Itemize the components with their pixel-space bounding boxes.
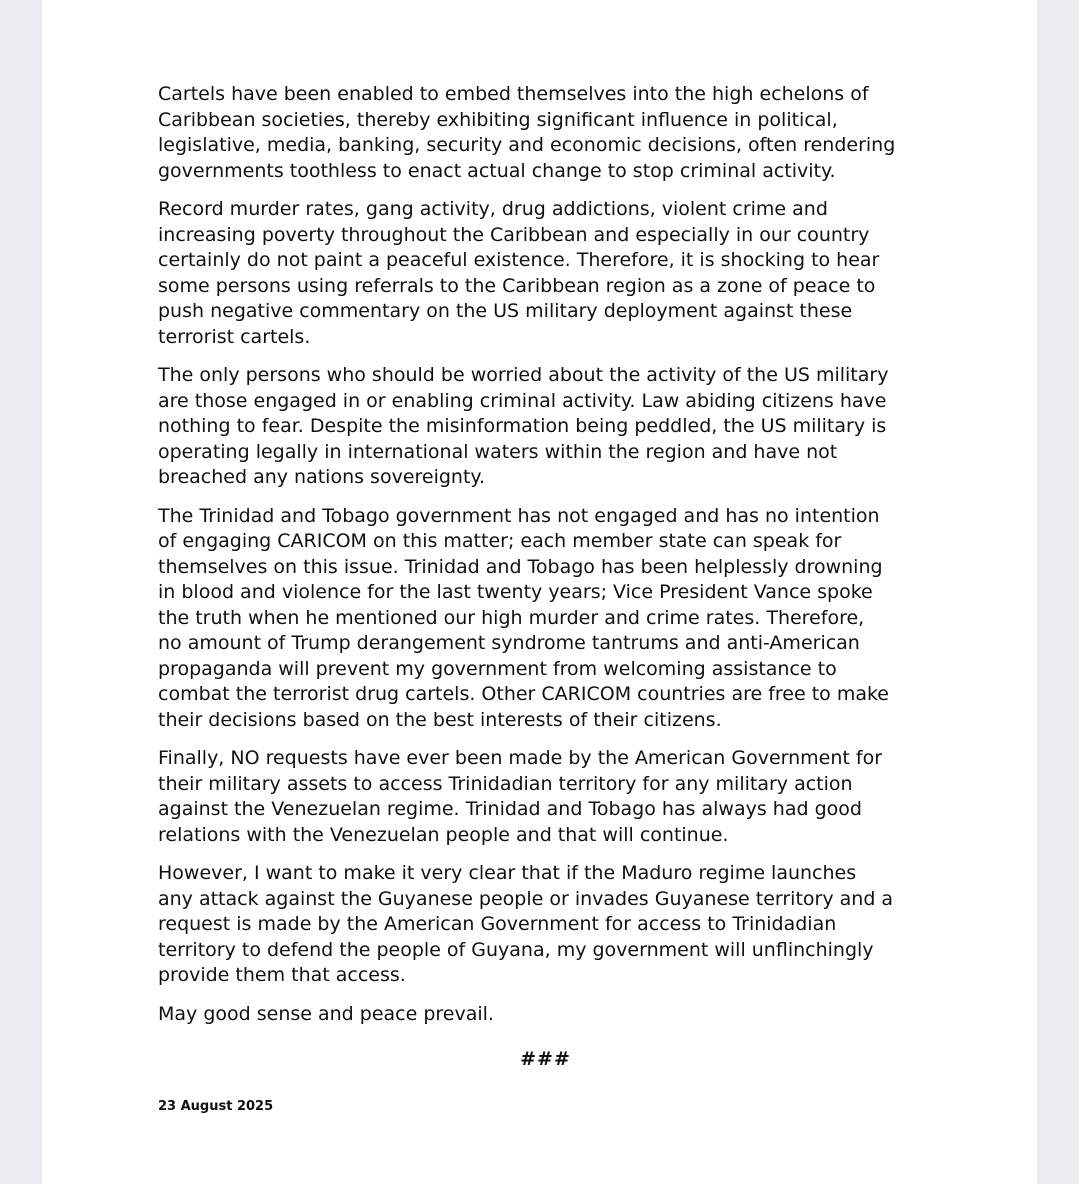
document-body [158,82,933,1073]
end-separator: ### [520,1048,571,1070]
paragraph-us-military: The only persons who should be worried about the activity of the US military are those engaged in or enabling criminal activity. Law abiding citizens have nothing to fear. Despite the misinformation being peddled, the US military is operating legally in international waters within the region and have not breached any nations sovereignty. [158,364,889,488]
paragraph-caricom: The Trinidad and Tobago government has not engaged and has no intention of engaging CARICOM on this matter; each member state can speak for themselves on this issue. Trinidad and Tobago has been helplessly drowning in blood and violence for the last twenty years; Vice President Vance spoke the truth when he mentioned our high murder and crime rates. Therefore, no amount of Trump derangement syndrome tantrums and anti-American propaganda will prevent my government from welcoming assistance to combat the terrorist drug cartels. Other CARICOM countries are free to make their decisions based on the best interests of their citizens. [158,504,889,731]
paragraph-guyana: However, I want to make it very clear that if the Maduro regime launches any attack against the Guyanese people or invades Guyanese territory and a request is made by the American Government for access to Trinidadian territory to defend the people of Guyana, my government will unflinchingly provide them that access. [158,862,894,986]
document-page [42,0,1037,1184]
paragraph-no-requests: Finally, NO requests have ever been made by the American Government for their military assets to access Trinidadian territory for any military action against the Venezuelan regime. Trinidad and Tobago has always had good relations with the Venezuelan people and that will continue. [158,747,883,846]
paragraph-closing: May good sense and peace prevail. [158,1002,494,1025]
paragraph-murder-rates: Record murder rates, gang activity, drug addictions, violent crime and increasing poverty throughout the Caribbean and especially in our country certainly do not paint a peaceful existence. Therefore, it is shocking to hear some persons using referrals to the Caribbean region as a zone of peace to push negative commentary on the US military deployment against these terrorist cartels. [158,198,880,348]
document-date: 23 August 2025 [158,1099,274,1114]
paragraph-cartels: Cartels have been enabled to embed themselves into the high echelons of Caribbean societies, thereby exhibiting significant influence in political, legislative, media, banking, security and economic decisions, often rendering governments toothless to enact actual change to stop criminal activity. [158,83,896,182]
